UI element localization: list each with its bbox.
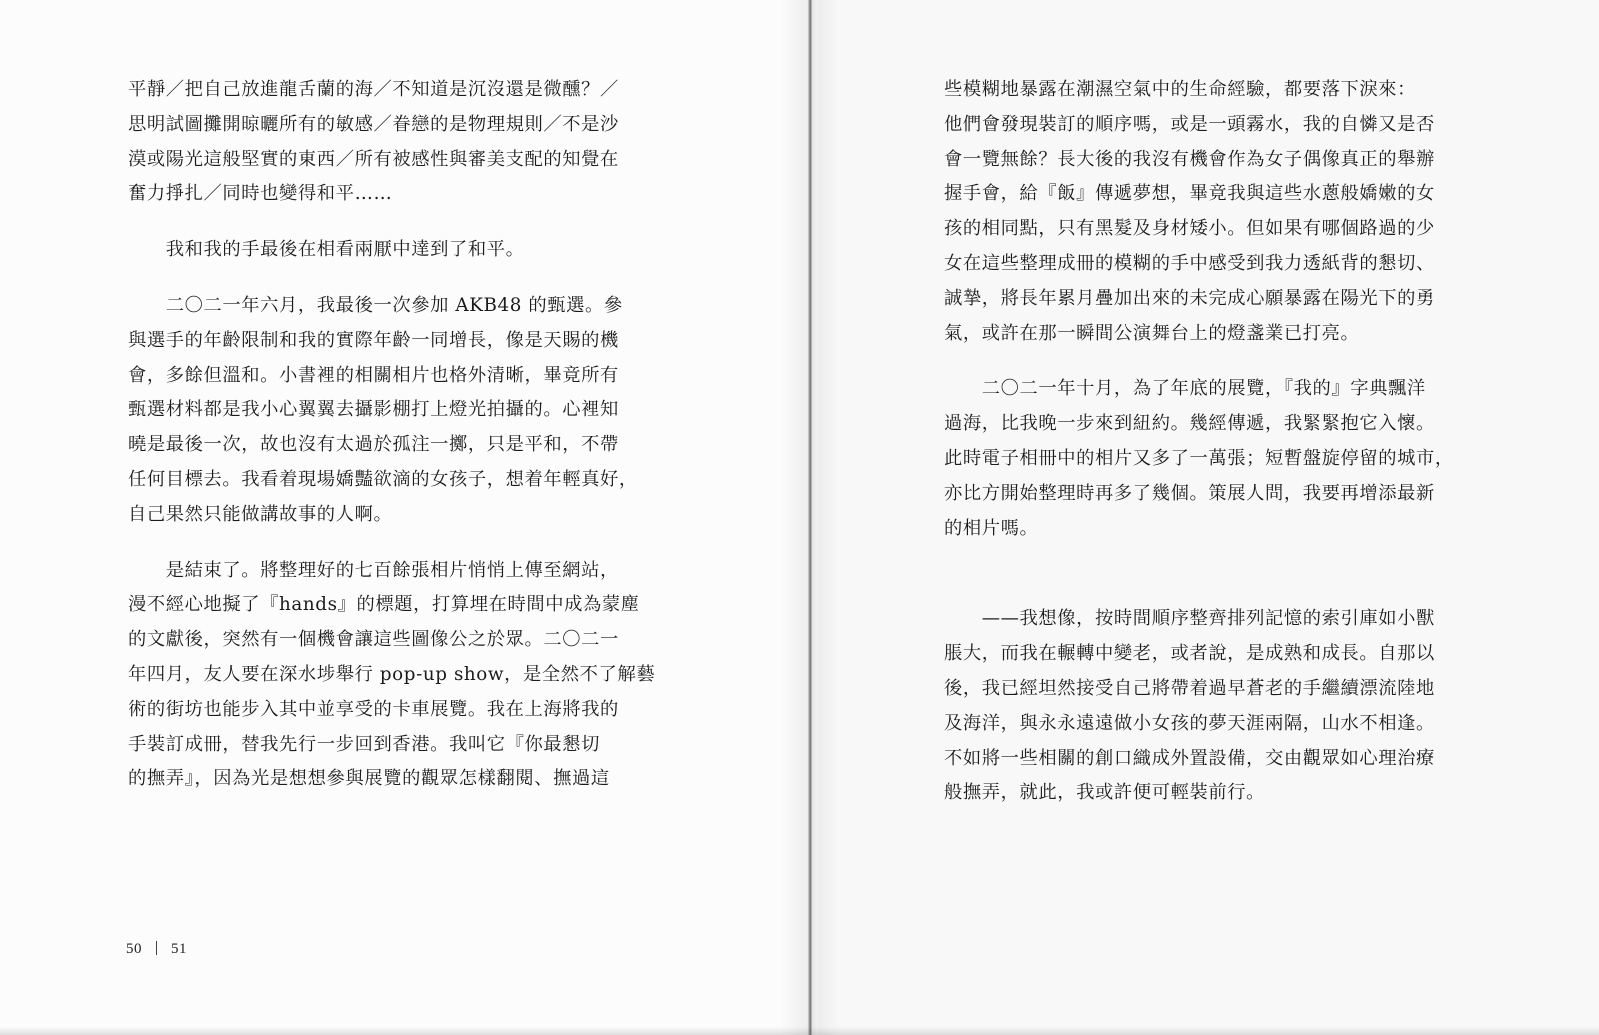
text-line: 任何目標去。我看着現場嬌豔欲滴的女孩子，想着年輕真好， bbox=[128, 468, 638, 490]
right-page-text bbox=[944, 73, 1524, 811]
text-line: 後，我已經坦然接受自己將帶着過早蒼老的手繼續漂流陸地 bbox=[944, 677, 1435, 699]
paragraph bbox=[944, 73, 1524, 351]
text-line: 與選手的年齡限制和我的實際年齡一同增長，像是天賜的機 bbox=[128, 329, 619, 351]
page-number-right: 51 bbox=[171, 941, 187, 957]
text-line: 誠摯，將長年累月疊加出來的未完成心願暴露在陽光下的勇 bbox=[944, 287, 1435, 309]
text-line: 思明試圖攤開晾曬所有的敏感／眷戀的是物理規則／不是沙 bbox=[128, 113, 619, 135]
text-line: 此時電子相冊中的相片又多了一萬張；短暫盤旋停留的城市， bbox=[944, 447, 1454, 469]
text-line: 漫不經心地擬了『hands』的標題，打算埋在時間中成為蒙塵 bbox=[128, 594, 640, 616]
text-line: 的相片嗎。 bbox=[944, 517, 1039, 539]
text-line: 年四月，友人要在深水埗舉行 pop-up show，是全然不了解藝 bbox=[128, 663, 656, 685]
text-line: 不如將一些相關的創口織成外置設備，交由觀眾如心理治療 bbox=[944, 747, 1435, 769]
text-line: 是結束了。將整理好的七百餘張相片悄悄上傳至網站， bbox=[128, 559, 619, 581]
page-numbers bbox=[126, 941, 187, 958]
text-line: 及海洋，與永永遠遠做小女孩的夢天涯兩隔，山水不相逢。 bbox=[944, 712, 1435, 734]
text-line: 孩的相同點，只有黑髮及身材矮小。但如果有哪個路過的少 bbox=[944, 218, 1435, 240]
text-line: 亦比方開始整理時再多了幾個。策展人問，我要再增添最新 bbox=[944, 482, 1435, 504]
text-line: 女在這些整理成冊的模糊的手中感受到我力透紙背的懇切、 bbox=[944, 252, 1435, 274]
paragraph bbox=[128, 289, 692, 533]
page-bottom-edge bbox=[0, 1027, 1599, 1035]
text-line: 他們會發現裝訂的順序嗎，或是一頭霧水，我的自憐又是否 bbox=[944, 113, 1435, 135]
paragraph bbox=[128, 233, 692, 268]
text-line: 二〇二一年十月，為了年底的展覽，『我的』字典飄洋 bbox=[944, 378, 1426, 400]
text-line: 甄選材料都是我小心翼翼去攝影棚打上燈光拍攝的。心裡知 bbox=[128, 399, 619, 421]
text-line: 術的街坊也能步入其中並享受的卡車展覽。我在上海將我的 bbox=[128, 698, 619, 720]
text-line: 握手會，給『飯』傳遞夢想，畢竟我與這些水蔥般嬌嫩的女 bbox=[944, 183, 1435, 205]
book-spine-gutter bbox=[808, 0, 812, 1035]
left-page-text bbox=[128, 73, 692, 797]
text-line: 般撫弄，就此，我或許便可輕裝前行。 bbox=[944, 782, 1265, 804]
text-line: 曉是最後一次，故也沒有太過於孤注一擲，只是平和，不帶 bbox=[128, 434, 619, 456]
folio-divider bbox=[156, 941, 157, 955]
text-line: 些模糊地暴露在潮濕空氣中的生命經驗，都要落下淚來： bbox=[944, 79, 1417, 100]
text-line: 手裝訂成冊，替我先行一步回到香港。我叫它『你最懇切 bbox=[128, 733, 601, 755]
text-line: 氣，或許在那一瞬間公演舞台上的燈盞業已打亮。 bbox=[944, 322, 1360, 344]
paragraph bbox=[128, 73, 692, 212]
text-line: ——我想像，按時間順序整齊排列記憶的索引庫如小獸 bbox=[944, 608, 1435, 630]
text-line: 的文獻後，突然有一個機會讓這些圖像公之於眾。二〇二一 bbox=[128, 629, 619, 651]
text-line: 的撫弄』，因為光是想想參與展覽的觀眾怎樣翻閱、撫過這 bbox=[128, 768, 610, 790]
text-line: 漠或陽光這般堅實的東西／所有被感性與審美支配的知覺在 bbox=[128, 148, 619, 170]
text-line: 二〇二一年六月，我最後一次參加 AKB48 的甄選。參 bbox=[128, 294, 623, 316]
page-number-left: 50 bbox=[126, 941, 142, 957]
text-line: 會，多餘但溫和。小書裡的相關相片也格外清晰，畢竟所有 bbox=[128, 364, 619, 386]
text-line: 平靜／把自己放進龍舌蘭的海／不知道是沉沒還是微醺？／ bbox=[128, 79, 619, 100]
text-line: 過海，比我晚一步來到紐約。幾經傳遞，我緊緊抱它入懷。 bbox=[944, 413, 1435, 435]
text-line: 奮力掙扎／同時也變得和平…… bbox=[128, 183, 393, 205]
text-line: 脹大，而我在輾轉中變老，或者說，是成熟和成長。自那以 bbox=[944, 643, 1435, 665]
text-line: 會一覽無餘？長大後的我沒有機會作為女子偶像真正的舉辦 bbox=[944, 148, 1435, 170]
paragraph bbox=[944, 602, 1524, 811]
paragraph bbox=[944, 372, 1524, 546]
paragraph bbox=[128, 554, 692, 798]
text-line: 自己果然只能做講故事的人啊。 bbox=[128, 503, 393, 525]
text-line: 我和我的手最後在相看兩厭中達到了和平。 bbox=[128, 239, 525, 261]
